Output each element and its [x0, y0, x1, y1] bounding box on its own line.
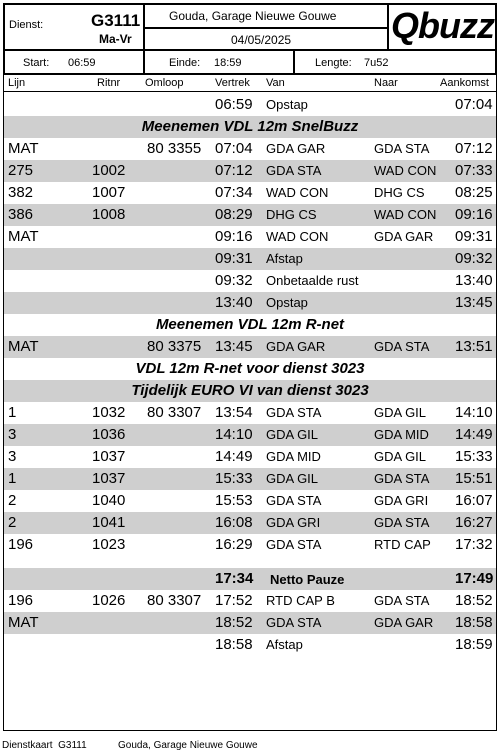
- table-row: [4, 590, 496, 612]
- table-row: [4, 534, 496, 556]
- section-heading: VDL 12m R-net voor dienst 3023: [135, 360, 365, 377]
- cell-van: Afstap: [266, 251, 303, 266]
- cell-lijn: 3: [8, 448, 17, 465]
- cell-vertrek: 08:29: [215, 206, 253, 223]
- table-row: [4, 226, 496, 248]
- table-row: [4, 402, 496, 424]
- cell-ritnr: 1002: [92, 162, 126, 179]
- section-heading: Tijdelijk EURO VI van dienst 3023: [4, 380, 496, 402]
- cell-ritnr: 1040: [92, 492, 126, 509]
- location-box: [144, 4, 388, 28]
- dienst-box: [4, 4, 144, 50]
- lengte-box: [294, 50, 496, 74]
- einde-box: [144, 50, 294, 74]
- cell-naar: GDA STA: [374, 593, 430, 608]
- cell-van: GDA STA: [266, 493, 322, 508]
- cell-van: GDA STA: [266, 405, 322, 420]
- cell-van: GDA STA: [266, 615, 322, 630]
- date-text: 04/05/2025: [231, 33, 292, 47]
- cell-aankomst: 07:04: [455, 96, 493, 113]
- section-heading: Meenemen VDL 12m R-net: [155, 316, 345, 333]
- cell-ritnr: 1023: [92, 536, 126, 553]
- cell-vertrek: 17:52: [215, 592, 253, 609]
- cell-ritnr: 1037: [92, 448, 126, 465]
- cell-ritnr: 1008: [92, 206, 126, 223]
- table-row: [4, 248, 496, 270]
- cell-naar: GDA STA: [374, 339, 430, 354]
- cell-van: GDA STA: [266, 163, 322, 178]
- cell-vertrek: 15:33: [215, 470, 253, 487]
- location-text: Gouda, Garage Nieuwe Gouwe: [169, 9, 337, 23]
- cell-naar: WAD CON: [374, 163, 437, 178]
- table-row: [4, 292, 496, 314]
- cell-naar: GDA GIL: [374, 405, 427, 420]
- cell-vertrek: 16:29: [215, 536, 253, 553]
- col-aankomst: Aankomst: [440, 77, 489, 89]
- cell-lijn: 275: [8, 162, 34, 179]
- col-naar: Naar: [374, 77, 398, 89]
- table-row: [4, 336, 496, 358]
- cell-vertrek: 13:45: [215, 338, 253, 355]
- cell-omloop: 80 3307: [147, 592, 202, 609]
- cell-omloop: 80 3307: [147, 404, 202, 421]
- cell-aankomst: 13:40: [455, 272, 493, 289]
- cell-aankomst: 16:27: [455, 514, 493, 531]
- cell-naar: GDA STA: [374, 515, 430, 530]
- cell-lijn: MAT: [8, 228, 39, 245]
- cell-aankomst: 09:31: [455, 228, 493, 245]
- cell-naar: GDA GRI: [374, 493, 429, 508]
- cell-vertrek: 14:10: [215, 426, 253, 443]
- start-label: Start:: [23, 57, 50, 69]
- cell-van: Afstap: [266, 637, 303, 652]
- cell-vertrek: 09:16: [215, 228, 253, 245]
- cell-naar: GDA GAR: [374, 615, 434, 630]
- cell-van: Netto Pauze: [270, 572, 345, 587]
- cell-aankomst: 16:07: [455, 492, 493, 509]
- dienst-days: Ma-Vr: [99, 32, 132, 46]
- card-header: [4, 4, 496, 74]
- section-heading: Meenemen VDL 12m SnelBuzz: [4, 116, 496, 138]
- cell-vertrek: 14:49: [215, 448, 253, 465]
- cell-aankomst: 08:25: [455, 184, 493, 201]
- cell-van: GDA GRI: [266, 515, 321, 530]
- cell-lijn: MAT: [8, 338, 39, 355]
- col-vertrek: Vertrek: [215, 77, 250, 89]
- start-box: [4, 50, 144, 74]
- cell-vertrek: 09:31: [215, 250, 253, 267]
- cell-vertrek: 16:08: [215, 514, 253, 531]
- cell-aankomst: 09:16: [455, 206, 493, 223]
- cell-aankomst: 18:59: [455, 636, 493, 653]
- table-row: [4, 612, 496, 634]
- cell-aankomst: 07:12: [455, 140, 493, 157]
- cell-van: DHG CS: [266, 207, 317, 222]
- cell-vertrek: 13:40: [215, 294, 253, 311]
- table-row: [4, 160, 496, 182]
- table-row: [4, 182, 496, 204]
- table-row: [4, 634, 496, 656]
- cell-vertrek: 07:34: [215, 184, 253, 201]
- cell-vertrek: 18:58: [215, 636, 253, 653]
- cell-naar: RTD CAP: [374, 537, 431, 552]
- cell-van: GDA GIL: [266, 471, 319, 486]
- cell-omloop: 80 3355: [147, 140, 202, 157]
- qbuzz-logo: Qbuzz: [391, 5, 494, 46]
- cell-naar: GDA MID: [374, 427, 429, 442]
- dienst-label: Dienst:: [9, 19, 44, 31]
- cell-van: GDA GAR: [266, 141, 326, 156]
- cell-naar: WAD CON: [374, 207, 437, 222]
- cell-aankomst: 14:49: [455, 426, 493, 443]
- cell-aankomst: 15:51: [455, 470, 493, 487]
- cell-lijn: 382: [8, 184, 34, 201]
- cell-aankomst: 15:33: [455, 448, 493, 465]
- cell-van: Opstap: [266, 295, 308, 310]
- start-value: 06:59: [68, 57, 96, 69]
- cell-omloop: 80 3375: [147, 338, 202, 355]
- cell-vertrek: 06:59: [215, 96, 253, 113]
- cell-aankomst: 13:51: [455, 338, 493, 355]
- service-card: [3, 3, 497, 731]
- column-headers: [4, 74, 496, 92]
- footer: [2, 740, 258, 751]
- cell-van: WAD CON: [266, 185, 329, 200]
- cell-lijn: MAT: [8, 614, 39, 631]
- row-spacer: [4, 556, 496, 568]
- table-row: [4, 468, 496, 490]
- cell-aankomst: 07:33: [455, 162, 493, 179]
- cell-naar: GDA GAR: [374, 229, 434, 244]
- cell-lijn: 386: [8, 206, 34, 223]
- footer-label: Dienstkaart: [2, 740, 53, 751]
- cell-van: Opstap: [266, 97, 308, 112]
- cell-naar: GDA STA: [374, 141, 430, 156]
- cell-aankomst: 17:32: [455, 536, 493, 553]
- cell-vertrek: 07:04: [215, 140, 253, 157]
- cell-ritnr: 1036: [92, 426, 126, 443]
- date-box: [144, 28, 388, 50]
- cell-van: RTD CAP B: [266, 593, 335, 608]
- table-row: [4, 512, 496, 534]
- table-row: [4, 138, 496, 160]
- cell-van: GDA STA: [266, 537, 322, 552]
- cell-lijn: 2: [8, 492, 17, 509]
- cell-lijn: 196: [8, 592, 34, 609]
- table-row: [4, 424, 496, 446]
- cell-vertrek: 15:53: [215, 492, 253, 509]
- cell-van: GDA GIL: [266, 427, 319, 442]
- cell-lijn: 1: [8, 470, 17, 487]
- lengte-label: Lengte:: [315, 57, 352, 69]
- col-omloop: Omloop: [145, 77, 184, 89]
- cell-ritnr: 1032: [92, 404, 126, 421]
- einde-label: Einde:: [169, 57, 201, 69]
- cell-aankomst: 17:49: [455, 570, 494, 587]
- col-lijn: Lijn: [8, 77, 26, 89]
- cell-vertrek: 07:12: [215, 162, 253, 179]
- cell-aankomst: 14:10: [455, 404, 493, 421]
- cell-van: GDA MID: [266, 449, 321, 464]
- cell-aankomst: 13:45: [455, 294, 493, 311]
- cell-naar: GDA STA: [374, 471, 430, 486]
- cell-van: Onbetaalde rust: [266, 273, 359, 288]
- table-row: [4, 490, 496, 512]
- cell-aankomst: 18:52: [455, 592, 493, 609]
- footer-code: G3111: [58, 740, 87, 751]
- einde-value: 18:59: [214, 57, 242, 69]
- cell-vertrek: 09:32: [215, 272, 253, 289]
- cell-van: WAD CON: [266, 229, 329, 244]
- table-row: [4, 94, 496, 116]
- logo-box: [388, 4, 496, 50]
- cell-lijn: 1: [8, 404, 17, 421]
- cell-ritnr: 1026: [92, 592, 126, 609]
- col-van: Van: [266, 77, 285, 89]
- table-row: [4, 446, 496, 468]
- cell-ritnr: 1037: [92, 470, 126, 487]
- cell-ritnr: 1041: [92, 514, 126, 531]
- schedule-rows: [4, 94, 496, 656]
- cell-vertrek: 17:34: [215, 570, 254, 587]
- footer-location: Gouda, Garage Nieuwe Gouwe: [118, 740, 258, 751]
- lengte-value: 7u52: [364, 57, 389, 69]
- table-row: [4, 204, 496, 226]
- cell-lijn: 2: [8, 514, 17, 531]
- cell-lijn: MAT: [8, 140, 39, 157]
- cell-aankomst: 09:32: [455, 250, 493, 267]
- pause-row: [4, 568, 496, 590]
- cell-aankomst: 18:58: [455, 614, 493, 631]
- cell-van: GDA GAR: [266, 339, 326, 354]
- cell-naar: DHG CS: [374, 185, 425, 200]
- cell-ritnr: 1007: [92, 184, 126, 201]
- cell-lijn: 196: [8, 536, 34, 553]
- cell-vertrek: 13:54: [215, 404, 253, 421]
- table-row: [4, 270, 496, 292]
- cell-lijn: 3: [8, 426, 17, 443]
- dienst-code: G3111: [91, 11, 141, 30]
- col-ritnr: Ritnr: [97, 77, 121, 89]
- cell-vertrek: 18:52: [215, 614, 253, 631]
- cell-naar: GDA GIL: [374, 449, 427, 464]
